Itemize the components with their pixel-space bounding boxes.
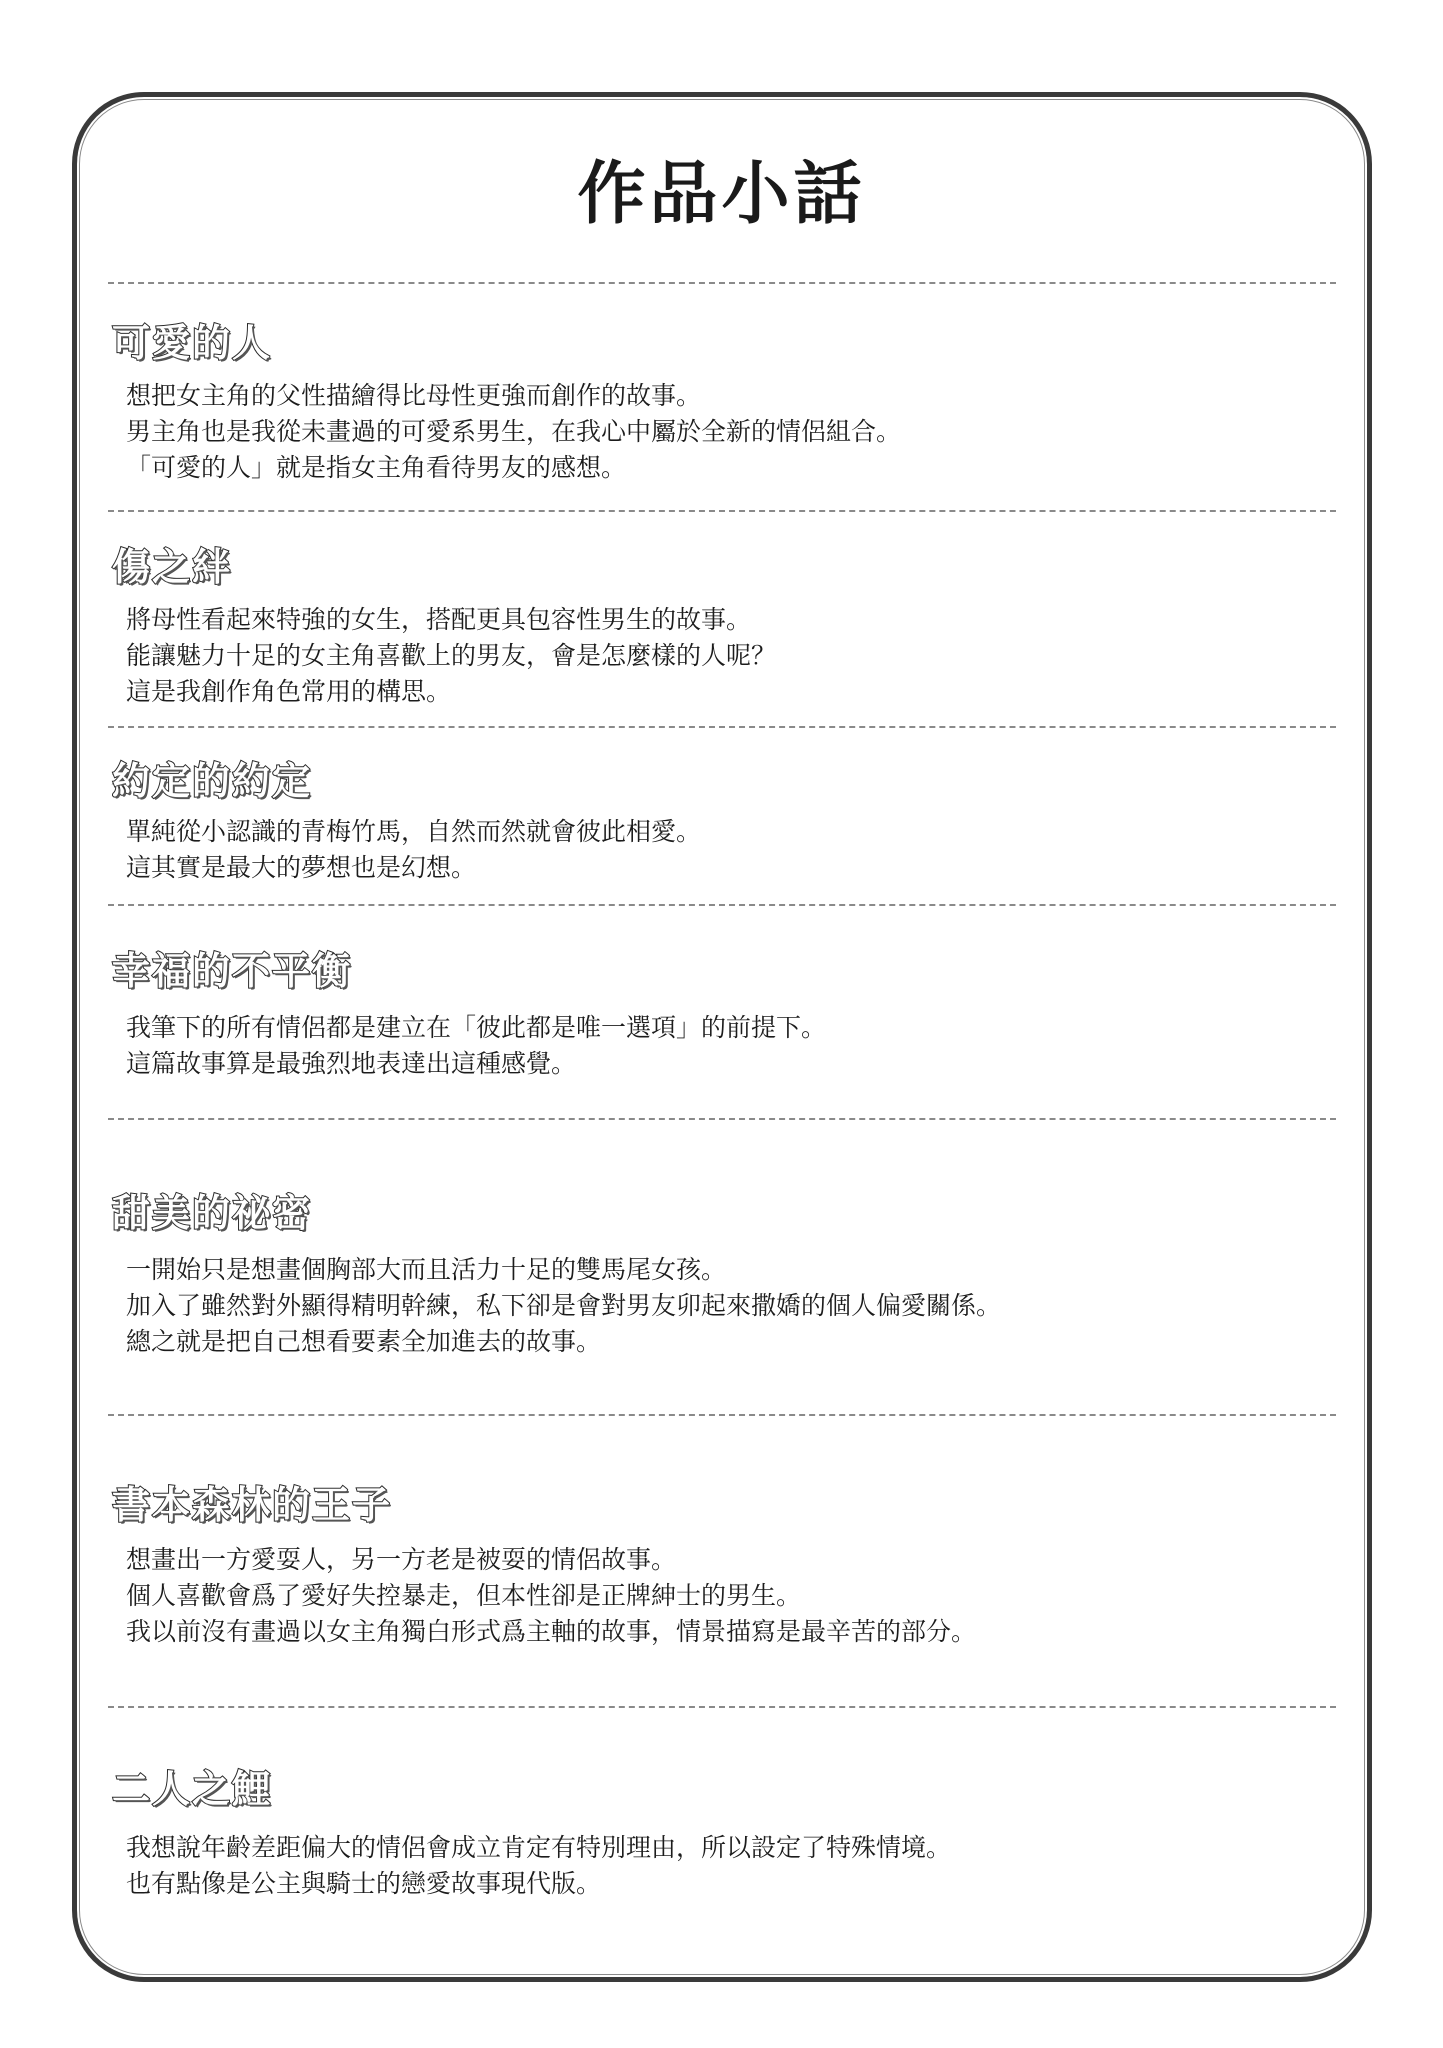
section-title-4: 甜美的祕密: [112, 1191, 313, 1235]
section-title-5: 書本森林的王子: [112, 1483, 393, 1527]
section-0-line-1: 男主角也是我從未畫過的可愛系男生，在我心中屬於全新的情侶組合。: [126, 417, 902, 446]
section-6-line-0: 我想說年齡差距偏大的情侶會成立肯定有特別理由，所以設定了特殊情境。: [126, 1833, 952, 1862]
section-body-2: [126, 814, 701, 886]
section-2-line-1: 這其實是最大的夢想也是幻想。: [126, 853, 477, 882]
section-4-line-0: 一開始只是想畫個胸部大而且活力十足的雙馬尾女孩。: [126, 1255, 727, 1284]
section-body-4: [126, 1252, 1001, 1360]
section-body-5: [126, 1542, 976, 1650]
section-title-1: 傷之絆: [112, 545, 233, 589]
divider: [108, 1706, 1336, 1708]
section-3-line-1: 這篇故事算是最強烈地表達出這種感覺。: [126, 1049, 577, 1078]
section-6-line-1: 也有點像是公主與騎士的戀愛故事現代版。: [126, 1869, 602, 1898]
divider: [108, 904, 1336, 906]
section-title-2: 約定的約定: [112, 759, 313, 803]
divider: [108, 726, 1336, 728]
section-2-line-0: 單純從小認識的青梅竹馬，自然而然就會彼此相愛。: [126, 817, 702, 846]
divider: [108, 282, 1336, 284]
section-body-6: [126, 1830, 951, 1902]
section-4-line-2: 總之就是把自己想看要素全加進去的故事。: [126, 1327, 602, 1356]
section-body-0: [126, 378, 901, 486]
section-0-line-0: 想把女主角的父性描繪得比母性更強而創作的故事。: [126, 381, 702, 410]
section-body-3: [126, 1010, 826, 1082]
section-1-line-1: 能讓魅力十足的女主角喜歡上的男友，會是怎麼樣的人呢？: [126, 641, 777, 670]
section-4-line-1: 加入了雖然對外顯得精明幹練，私下卻是會對男友卯起來撒嬌的個人偏愛關係。: [126, 1291, 1002, 1320]
section-title-0: 可愛的人: [112, 321, 273, 365]
divider: [108, 510, 1336, 512]
page-title: 作品小話: [577, 155, 866, 234]
section-5-line-1: 個人喜歡會爲了愛好失控暴走，但本性卻是正牌紳士的男生。: [126, 1581, 802, 1610]
section-5-line-2: 我以前沒有畫過以女主角獨白形式爲主軸的故事，情景描寫是最辛苦的部分。: [126, 1617, 977, 1646]
section-body-1: [126, 602, 776, 710]
section-title-6: 二人之鯉: [112, 1767, 273, 1811]
section-3-line-0: 我筆下的所有情侶都是建立在「彼此都是唯一選項」的前提下。: [126, 1013, 827, 1042]
section-0-line-2: 「可愛的人」就是指女主角看待男友的感想。: [126, 453, 627, 482]
section-1-line-2: 這是我創作角色常用的構思。: [126, 677, 452, 706]
divider: [108, 1414, 1336, 1416]
divider: [108, 1118, 1336, 1120]
section-5-line-0: 想畫出一方愛耍人，另一方老是被耍的情侶故事。: [126, 1545, 677, 1574]
section-title-3: 幸福的不平衡: [112, 949, 353, 993]
section-1-line-0: 將母性看起來特強的女生，搭配更具包容性男生的故事。: [126, 605, 752, 634]
